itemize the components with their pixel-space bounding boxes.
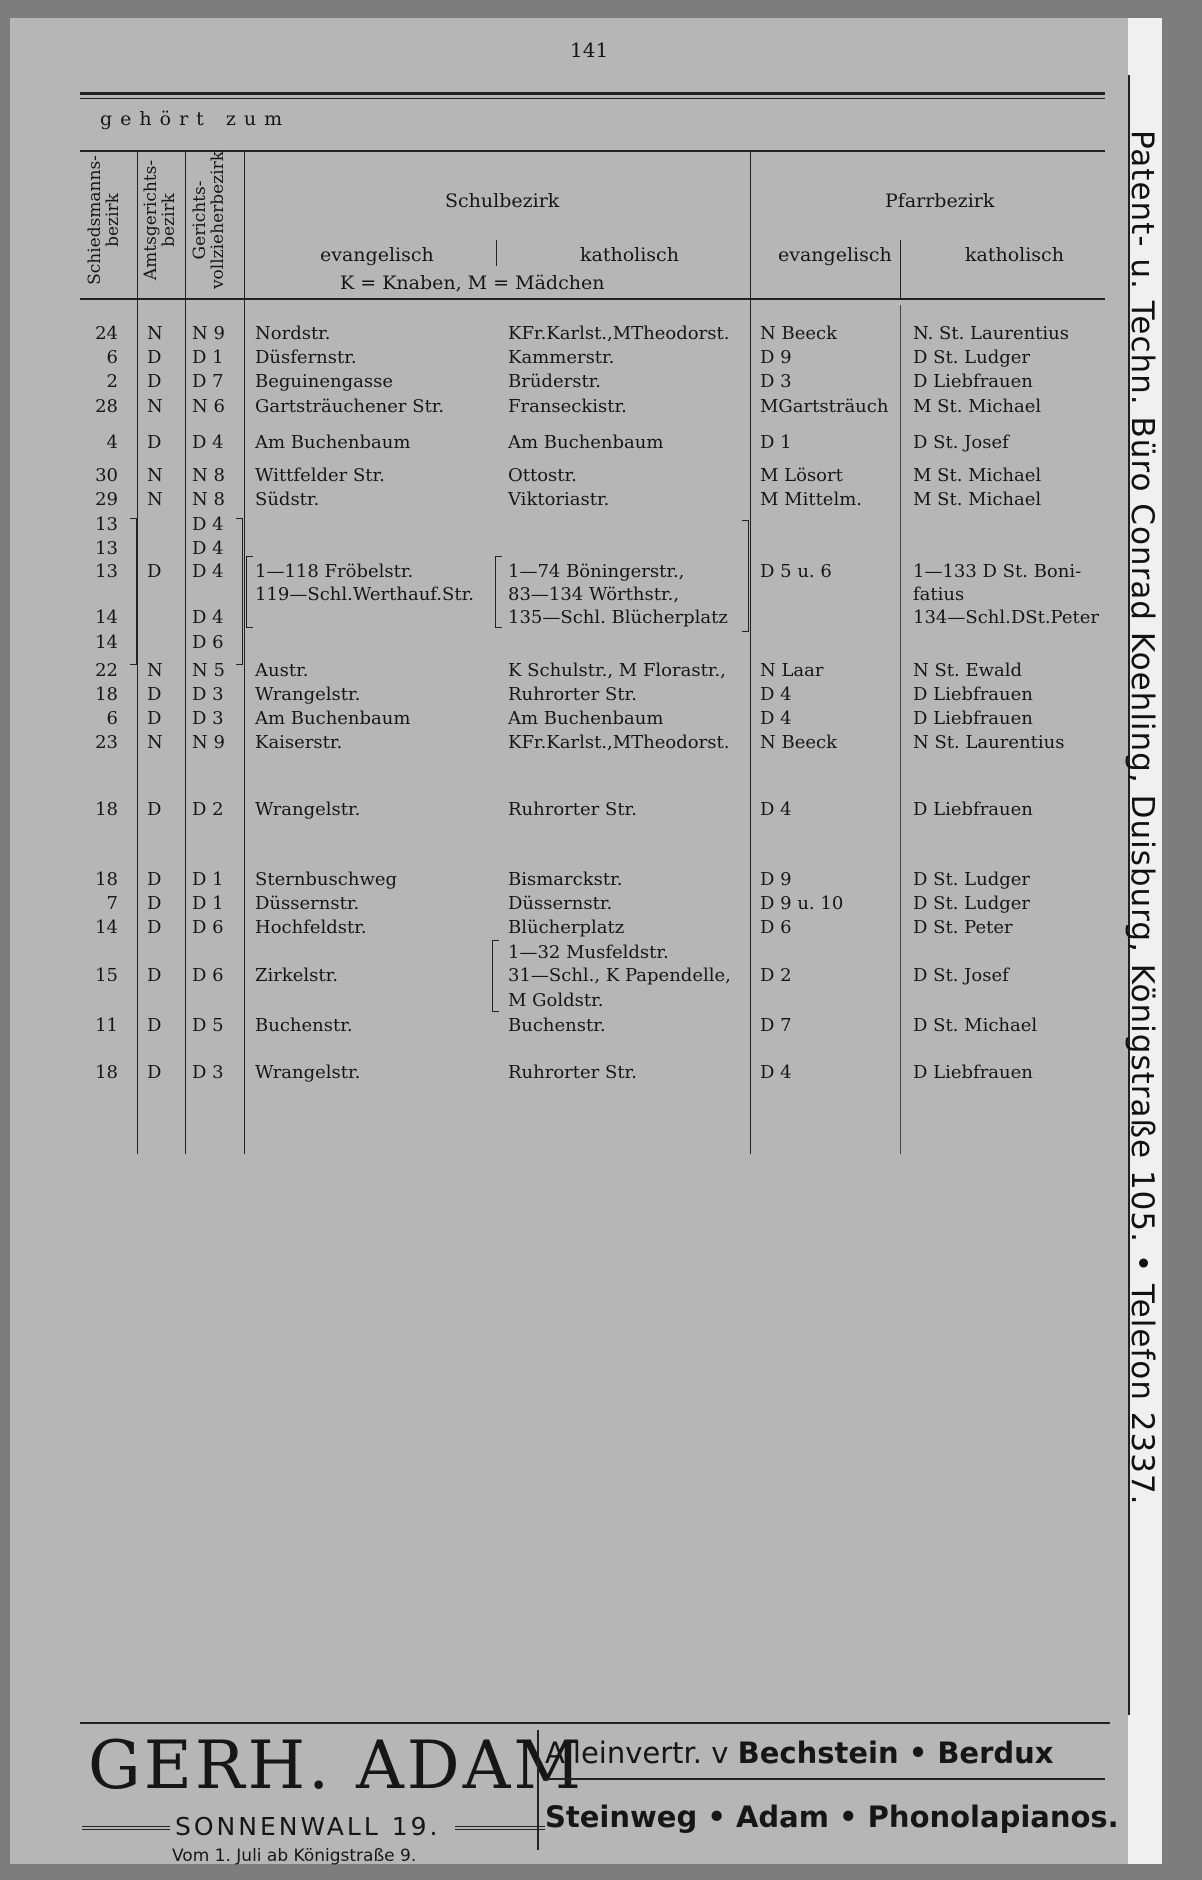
table-cell-pk: D St. Ludger bbox=[913, 869, 1031, 890]
table-cell-a: D bbox=[147, 1062, 162, 1083]
school-sub-rule bbox=[496, 240, 497, 266]
bracket-parish-ev bbox=[742, 520, 749, 632]
col-header-schiedsmann: Schiedsmanns-bezirk bbox=[85, 155, 123, 285]
table-cell-pk: D Liebfrauen bbox=[913, 371, 1033, 392]
table-cell-pk: D St. Josef bbox=[913, 432, 1009, 453]
table-cell-g: D 1 bbox=[192, 893, 224, 914]
table-cell-ka: KFr.Karlst.,MTheodorst. bbox=[508, 323, 730, 344]
table-cell-ev: Düsfernstr. bbox=[255, 347, 357, 368]
table-cell-a: D bbox=[147, 965, 162, 986]
bracket-amtsgericht bbox=[130, 518, 137, 665]
table-cell-ka: Ruhrorter Str. bbox=[508, 684, 637, 705]
table-cell-ev: Gartsträuchener Str. bbox=[255, 396, 445, 417]
table-cell-ev: Austr. bbox=[255, 660, 309, 681]
table-cell-a: D bbox=[147, 869, 162, 890]
header-pfarrbezirk: Pfarrbezirk bbox=[885, 190, 995, 212]
table-cell-s: 4 bbox=[106, 432, 118, 453]
table-cell-ka: 31—Schl., K Papendelle, bbox=[508, 965, 731, 986]
footer-divider bbox=[537, 1730, 539, 1850]
table-cell-pk: D Liebfrauen bbox=[913, 799, 1033, 820]
table-cell-s: 29 bbox=[95, 489, 118, 510]
bracket-musfeld bbox=[492, 940, 499, 1012]
table-cell-pk: fatius bbox=[913, 584, 965, 605]
table-cell-ka: 1—32 Musfeldstr. bbox=[508, 942, 669, 963]
table-cell-ev: Wrangelstr. bbox=[255, 799, 361, 820]
table-cell-pk: 1—133 D St. Boni- bbox=[913, 561, 1082, 582]
table-cell-s: 11 bbox=[95, 1015, 118, 1036]
table-cell-ev: Hochfeldstr. bbox=[255, 917, 367, 938]
table-cell-ka: Ruhrorter Str. bbox=[508, 799, 637, 820]
header-parish-ev: evangelisch bbox=[778, 244, 892, 266]
table-cell-s: 6 bbox=[106, 708, 118, 729]
table-cell-ka: Viktoriastr. bbox=[508, 489, 610, 510]
table-cell-s: 7 bbox=[106, 893, 118, 914]
table-cell-g: D 5 bbox=[192, 1015, 224, 1036]
table-cell-ka: Ruhrorter Str. bbox=[508, 1062, 637, 1083]
table-cell-pk: D St. Ludger bbox=[913, 893, 1031, 914]
table-cell-s: 28 bbox=[95, 396, 118, 417]
table-cell-a: N bbox=[147, 732, 163, 753]
table-cell-pe: N Beeck bbox=[760, 323, 837, 344]
table-cell-a: D bbox=[147, 708, 162, 729]
table-cell-ka: Franseckistr. bbox=[508, 396, 627, 417]
table-cell-pk: M St. Michael bbox=[913, 396, 1042, 417]
table-cell-a: D bbox=[147, 347, 162, 368]
table-cell-pe: D 9 bbox=[760, 347, 792, 368]
table-cell-g: D 7 bbox=[192, 371, 224, 392]
header-bottom-rule bbox=[80, 298, 1105, 300]
table-cell-a: N bbox=[147, 465, 163, 486]
table-cell-pk: D Liebfrauen bbox=[913, 1062, 1033, 1083]
table-cell-pk: D St. Ludger bbox=[913, 347, 1031, 368]
table-cell-ka: Am Buchenbaum bbox=[508, 708, 664, 729]
table-cell-s: 24 bbox=[95, 323, 118, 344]
table-cell-a: D bbox=[147, 1015, 162, 1036]
table-cell-a: D bbox=[147, 684, 162, 705]
table-cell-pk: N St. Ewald bbox=[913, 660, 1023, 681]
col-rule-4 bbox=[750, 150, 751, 1154]
table-cell-g: N 8 bbox=[192, 489, 225, 510]
footer-company-name: GERH. ADAM bbox=[88, 1727, 584, 1804]
table-cell-s: 6 bbox=[106, 347, 118, 368]
table-cell-s: 18 bbox=[95, 799, 118, 820]
table-cell-a: N bbox=[147, 323, 163, 344]
table-cell-ev: Düssernstr. bbox=[255, 893, 360, 914]
table-cell-ev: Wrangelstr. bbox=[255, 684, 361, 705]
table-cell-ev: Nordstr. bbox=[255, 323, 331, 344]
table-cell-ka: Ottostr. bbox=[508, 465, 577, 486]
footer-ad-rule bbox=[545, 1778, 1105, 1780]
table-cell-ka: Buchenstr. bbox=[508, 1015, 606, 1036]
table-cell-pk: D St. Josef bbox=[913, 965, 1009, 986]
table-cell-ev: Am Buchenbaum bbox=[255, 432, 411, 453]
table-cell-g: D 4 bbox=[192, 561, 224, 582]
top-rule bbox=[80, 92, 1105, 95]
top-rule-thin bbox=[80, 98, 1105, 99]
table-cell-a: N bbox=[147, 660, 163, 681]
table-cell-pe: N Laar bbox=[760, 660, 824, 681]
footer-moved-note: Vom 1. Juli ab Königstraße 9. bbox=[172, 1846, 417, 1866]
table-cell-g: D 3 bbox=[192, 684, 224, 705]
table-cell-s: 22 bbox=[95, 660, 118, 681]
table-cell-pe: D 2 bbox=[760, 965, 792, 986]
table-cell-s: 13 bbox=[95, 538, 118, 559]
table-cell-pe: M Lösort bbox=[760, 465, 843, 486]
table-cell-g: D 4 bbox=[192, 432, 224, 453]
table-cell-pe: M Mittelm. bbox=[760, 489, 863, 510]
table-cell-pe: D 4 bbox=[760, 708, 792, 729]
table-cell-g: D 1 bbox=[192, 869, 224, 890]
table-cell-s: 18 bbox=[95, 684, 118, 705]
table-cell-s: 18 bbox=[95, 869, 118, 890]
table-cell-a: D bbox=[147, 561, 162, 582]
table-cell-ev: 1—118 Fröbelstr. bbox=[255, 561, 414, 582]
table-cell-s: 30 bbox=[95, 465, 118, 486]
table-cell-g: D 1 bbox=[192, 347, 224, 368]
table-cell-g: D 4 bbox=[192, 514, 224, 535]
table-cell-s: 14 bbox=[95, 607, 118, 628]
footer-ad-line1 bbox=[545, 1736, 1054, 1770]
table-cell-a: N bbox=[147, 396, 163, 417]
table-cell-pk: N. St. Laurentius bbox=[913, 323, 1069, 344]
table-cell-pe: D 3 bbox=[760, 371, 792, 392]
table-cell-pe: D 7 bbox=[760, 1015, 792, 1036]
table-cell-g: N 9 bbox=[192, 323, 225, 344]
bracket-school-kath bbox=[495, 556, 502, 628]
header-school-legend: K = Knaben, M = Mädchen bbox=[340, 272, 605, 294]
footer-addr-rule-right bbox=[455, 1826, 545, 1830]
table-cell-ev: Kaiserstr. bbox=[255, 732, 343, 753]
header-schulbezirk: Schulbezirk bbox=[445, 190, 560, 212]
table-cell-a: D bbox=[147, 371, 162, 392]
table-cell-pk: D Liebfrauen bbox=[913, 708, 1033, 729]
table-cell-ev: Sternbuschweg bbox=[255, 869, 398, 890]
table-cell-ka: M Goldstr. bbox=[508, 990, 604, 1011]
table-cell-pk: D St. Michael bbox=[913, 1015, 1038, 1036]
table-cell-ka: Kammerstr. bbox=[508, 347, 615, 368]
table-cell-pk: D Liebfrauen bbox=[913, 684, 1033, 705]
header-top-rule bbox=[80, 150, 1105, 152]
table-cell-g: N 6 bbox=[192, 396, 225, 417]
table-cell-g: D 4 bbox=[192, 538, 224, 559]
side-advertisement: Patent- u. Techn. Büro Conrad Koehling, Duisburg, Königstraße 105. • Telefon 2337. bbox=[1124, 130, 1160, 1506]
table-cell-s: 15 bbox=[95, 965, 118, 986]
bracket-gerichtsvollzieher bbox=[236, 518, 243, 665]
table-cell-s: 13 bbox=[95, 561, 118, 582]
footer-ad-line2-brands: Steinweg • Adam • Phonolapianos. bbox=[545, 1800, 1119, 1834]
table-cell-pk: M St. Michael bbox=[913, 489, 1042, 510]
table-cell-a: D bbox=[147, 893, 162, 914]
table-cell-ka: Bismarckstr. bbox=[508, 869, 623, 890]
table-cell-g: D 6 bbox=[192, 632, 224, 653]
table-cell-ev: Am Buchenbaum bbox=[255, 708, 411, 729]
table-cell-pe: D 4 bbox=[760, 1062, 792, 1083]
table-cell-ka: Am Buchenbaum bbox=[508, 432, 664, 453]
table-cell-g: D 3 bbox=[192, 708, 224, 729]
table-cell-ka: Blücherplatz bbox=[508, 917, 625, 938]
footer-address: SONNENWALL 19. bbox=[175, 1812, 441, 1841]
table-cell-pk: M St. Michael bbox=[913, 465, 1042, 486]
parish-sub-rule bbox=[900, 240, 901, 300]
table-cell-a: D bbox=[147, 917, 162, 938]
table-cell-s: 18 bbox=[95, 1062, 118, 1083]
table-cell-ka: KFr.Karlst.,MTheodorst. bbox=[508, 732, 730, 753]
col-header-gerichtsvollzieher: Gerichts-vollzieherbezirk bbox=[190, 150, 228, 290]
table-cell-g: D 6 bbox=[192, 965, 224, 986]
page-background bbox=[10, 18, 1156, 1864]
col-rule-1 bbox=[137, 150, 138, 1154]
table-cell-a: D bbox=[147, 799, 162, 820]
table-cell-ka: 83—134 Wörthstr., bbox=[508, 584, 680, 605]
table-cell-pk: D St. Peter bbox=[913, 917, 1013, 938]
table-cell-pe: D 6 bbox=[760, 917, 792, 938]
table-cell-pe: N Beeck bbox=[760, 732, 837, 753]
table-cell-ka: 1—74 Böningerstr., bbox=[508, 561, 685, 582]
table-cell-a: N bbox=[147, 489, 163, 510]
table-cell-g: D 2 bbox=[192, 799, 224, 820]
table-cell-ev: 119—Schl.Werthauf.Str. bbox=[255, 584, 474, 605]
table-cell-pe: D 9 u. 10 bbox=[760, 893, 844, 914]
page-number: 141 bbox=[570, 38, 609, 62]
table-cell-ka: K Schulstr., M Florastr., bbox=[508, 660, 726, 681]
table-cell-g: N 8 bbox=[192, 465, 225, 486]
header-school-kath: katholisch bbox=[580, 244, 679, 266]
table-cell-g: D 6 bbox=[192, 917, 224, 938]
footer-rule bbox=[80, 1722, 1110, 1724]
table-cell-g: N 9 bbox=[192, 732, 225, 753]
table-cell-g: D 4 bbox=[192, 607, 224, 628]
header-parish-kath: katholisch bbox=[965, 244, 1064, 266]
col-rule-2 bbox=[185, 150, 186, 1154]
table-cell-s: 23 bbox=[95, 732, 118, 753]
table-cell-ev: Wrangelstr. bbox=[255, 1062, 361, 1083]
table-cell-pe: D 9 bbox=[760, 869, 792, 890]
table-cell-ka: 135—Schl. Blücherplatz bbox=[508, 607, 728, 628]
footer-ad-line1-prefix: Alleinvertr. v bbox=[545, 1736, 729, 1770]
table-cell-pe: MGartsträuch bbox=[760, 396, 889, 417]
table-cell-ka: Brüderstr. bbox=[508, 371, 602, 392]
table-cell-ev: Südstr. bbox=[255, 489, 320, 510]
parish-body-rule bbox=[900, 305, 901, 1154]
table-cell-s: 2 bbox=[106, 371, 118, 392]
table-cell-ev: Buchenstr. bbox=[255, 1015, 353, 1036]
table-cell-ka: Düssernstr. bbox=[508, 893, 613, 914]
table-cell-g: N 5 bbox=[192, 660, 225, 681]
table-cell-ev: Beguinengasse bbox=[255, 371, 393, 392]
table-cell-s: 14 bbox=[95, 917, 118, 938]
table-cell-g: D 3 bbox=[192, 1062, 224, 1083]
table-cell-s: 13 bbox=[95, 514, 118, 535]
table-cell-pe: D 5 u. 6 bbox=[760, 561, 832, 582]
table-cell-pe: D 4 bbox=[760, 684, 792, 705]
table-cell-pe: D 4 bbox=[760, 799, 792, 820]
heading-gehoert: gehört zum bbox=[100, 108, 291, 130]
header-school-ev: evangelisch bbox=[320, 244, 434, 266]
footer-addr-rule-left bbox=[82, 1826, 170, 1830]
table-cell-ev: Zirkelstr. bbox=[255, 965, 339, 986]
col-header-amtsgericht: Amtsgerichts-bezirk bbox=[141, 159, 179, 281]
bracket-school-ev bbox=[246, 556, 253, 628]
table-cell-pk: N St. Laurentius bbox=[913, 732, 1065, 753]
table-cell-pe: D 1 bbox=[760, 432, 792, 453]
table-cell-s: 14 bbox=[95, 632, 118, 653]
table-cell-a: D bbox=[147, 432, 162, 453]
col-rule-3 bbox=[244, 150, 245, 1154]
table-cell-ev: Wittfelder Str. bbox=[255, 465, 385, 486]
table-cell-pk: 134—Schl.DSt.Peter bbox=[913, 607, 1100, 628]
footer-ad-line1-brands: Bechstein • Berdux bbox=[737, 1736, 1054, 1770]
footer-ad-line2 bbox=[545, 1800, 1119, 1834]
